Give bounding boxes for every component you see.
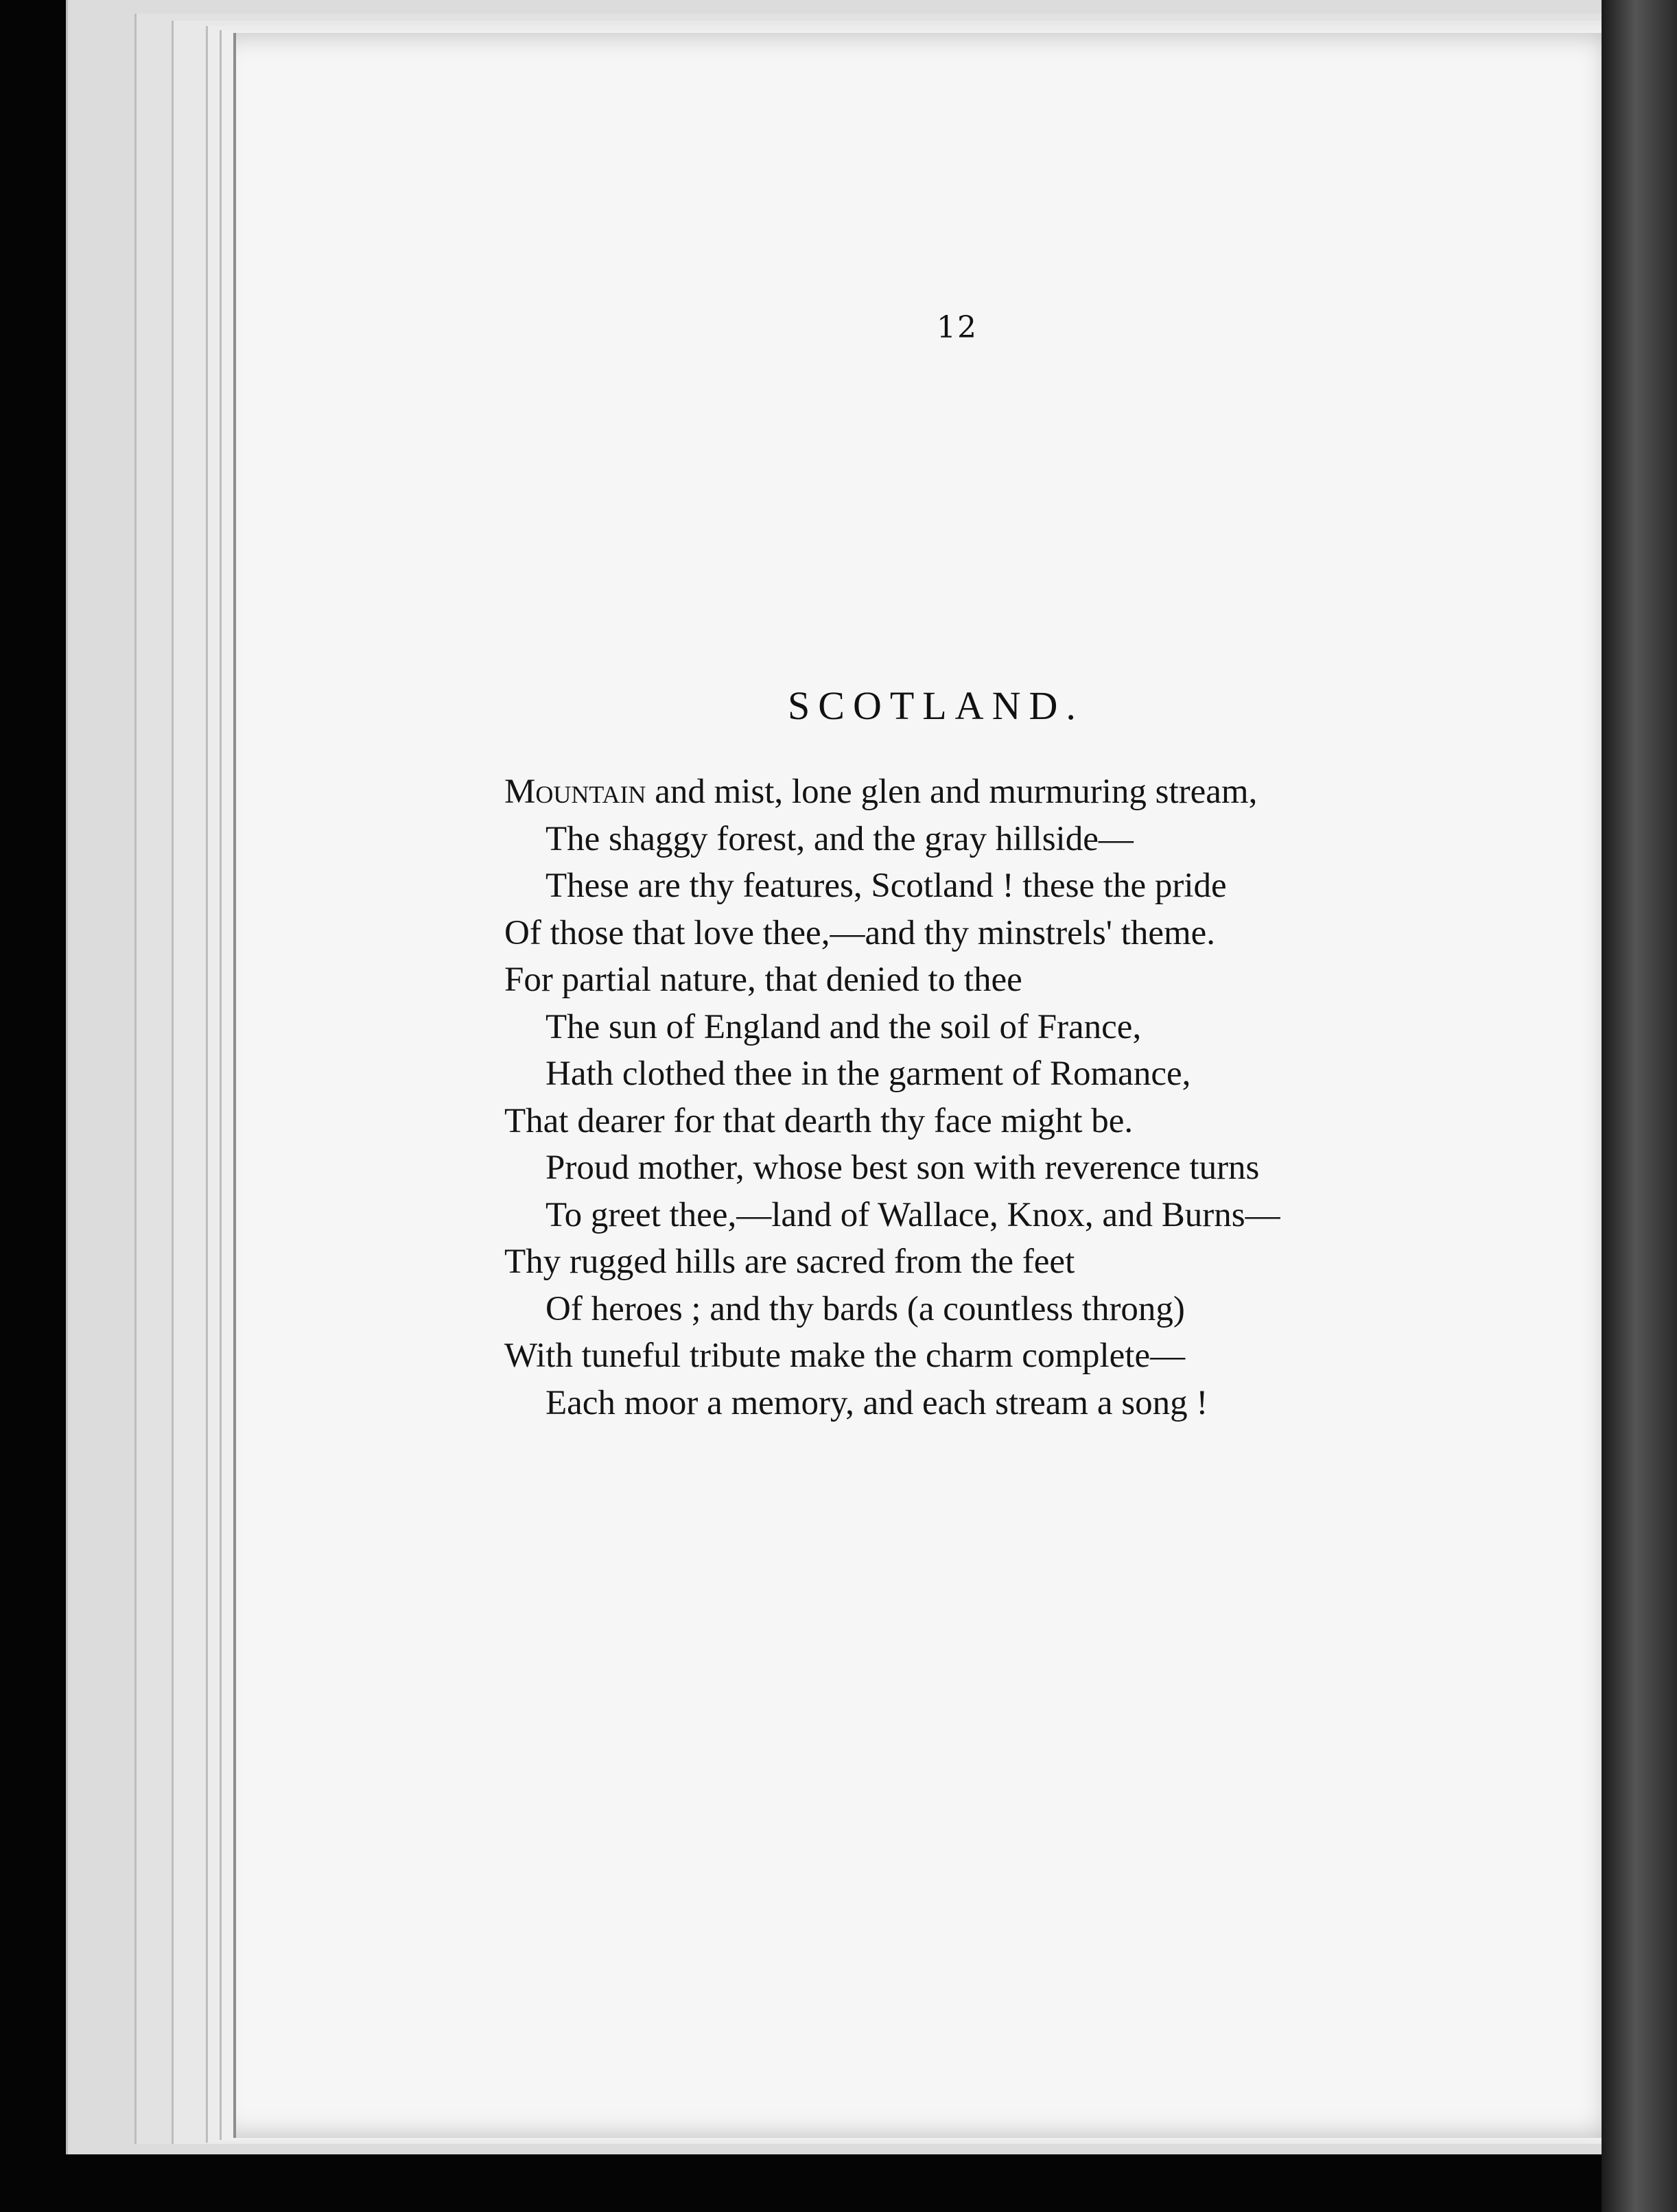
poem-line: Of those that love thee,—and thy minstrels' theme. [504, 913, 1216, 952]
poem-first-word: Mountain [504, 773, 646, 811]
poem-body [504, 768, 1465, 1426]
poem-line: Of heroes ; and thy bards (a countless throng) [546, 1289, 1185, 1328]
poem-line: Hath clothed thee in the garment of Romance, [546, 1055, 1191, 1093]
poem-line [504, 768, 1465, 816]
poem-line: Proud mother, whose best son with reverence turns [546, 1149, 1260, 1187]
poem-line: Thy rugged hills are sacred from the feet [504, 1243, 1075, 1281]
poem-line: That dearer for that dearth thy face might be. [504, 1101, 1134, 1140]
poem-title: SCOTLAND. [788, 683, 1084, 728]
poem-line: Each moor a memory, and each stream a song ! [546, 1383, 1208, 1422]
poem-line: These are thy features, Scotland ! these the pride [546, 867, 1227, 905]
page-number: 12 [937, 310, 978, 345]
poem-line: The sun of England and the soil of France, [546, 1007, 1142, 1046]
poem-line: With tuneful tribute make the charm complete— [504, 1337, 1186, 1375]
poem-first-line-text: and mist, lone glen and murmuring stream, [646, 773, 1258, 811]
poem-line: For partial nature, that denied to thee [504, 961, 1022, 999]
poem-line: To greet thee,—land of Wallace, Knox, and Burns— [546, 1195, 1280, 1234]
poem-line: The shaggy forest, and the gray hillside— [546, 819, 1134, 858]
book-gutter [1602, 0, 1677, 2212]
